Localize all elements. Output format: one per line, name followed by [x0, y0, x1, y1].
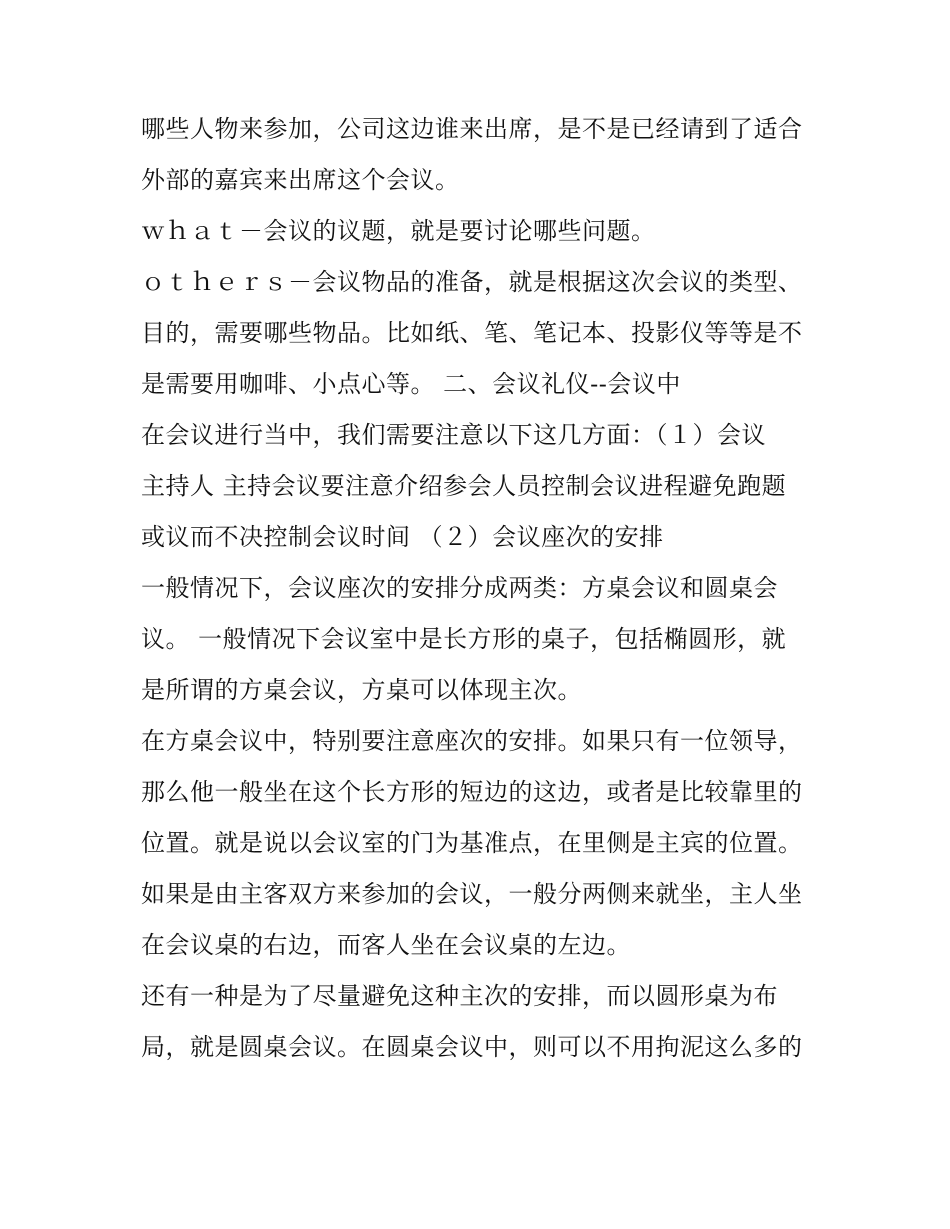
text-line: 哪些人物来参加，公司这边谁来出席，是不是已经请到了适合: [141, 115, 803, 143]
text-line: 是所谓的方桌会议，方桌可以体现主次。: [141, 676, 582, 704]
text-line: 目的，需要哪些物品。比如纸、笔、笔记本、投影仪等等是不: [141, 319, 803, 347]
text-line: ｏｔｈｅｒｓ－会议物品的准备，就是根据这次会议的类型、: [141, 268, 803, 296]
text-line: 外部的嘉宾来出席这个会议。: [141, 166, 460, 194]
text-line: 是需要用咖啡、小点心等。 二、会议礼仪--会议中: [141, 370, 681, 398]
text-line: 主持人 主持会议要注意介绍参会人员控制会议进程避免跑题: [141, 472, 787, 500]
text-line: 位置。就是说以会议室的门为基准点，在里侧是主宾的位置。: [141, 829, 803, 857]
text-line: 还有一种是为了尽量避免这种主次的安排，而以圆形桌为布: [141, 982, 778, 1010]
text-line: 一般情况下，会议座次的安排分成两类：方桌会议和圆桌会: [141, 574, 778, 602]
text-line: 或议而不决控制会议时间 （２）会议座次的安排: [141, 523, 664, 551]
text-line: 在方桌会议中，特别要注意座次的安排。如果只有一位领导，: [141, 727, 803, 755]
text-line: 那么他一般坐在这个长方形的短边的这边，或者是比较靠里的: [141, 778, 803, 806]
text-line: 在会议桌的右边，而客人坐在会议桌的左边。: [141, 931, 631, 959]
body-text: [141, 104, 831, 1073]
text-line: 议。 一般情况下会议室中是长方形的桌子，包括椭圆形，就: [141, 625, 787, 653]
text-line: 如果是由主客双方来参加的会议，一般分两侧来就坐，主人坐: [141, 880, 803, 908]
text-line: 局，就是圆桌会议。在圆桌会议中，则可以不用拘泥这么多的: [141, 1033, 803, 1061]
text-line: ｗｈａｔ－会议的议题，就是要讨论哪些问题。: [141, 217, 656, 245]
text-line: 在会议进行当中，我们需要注意以下这几方面：（１）会议: [141, 421, 766, 449]
